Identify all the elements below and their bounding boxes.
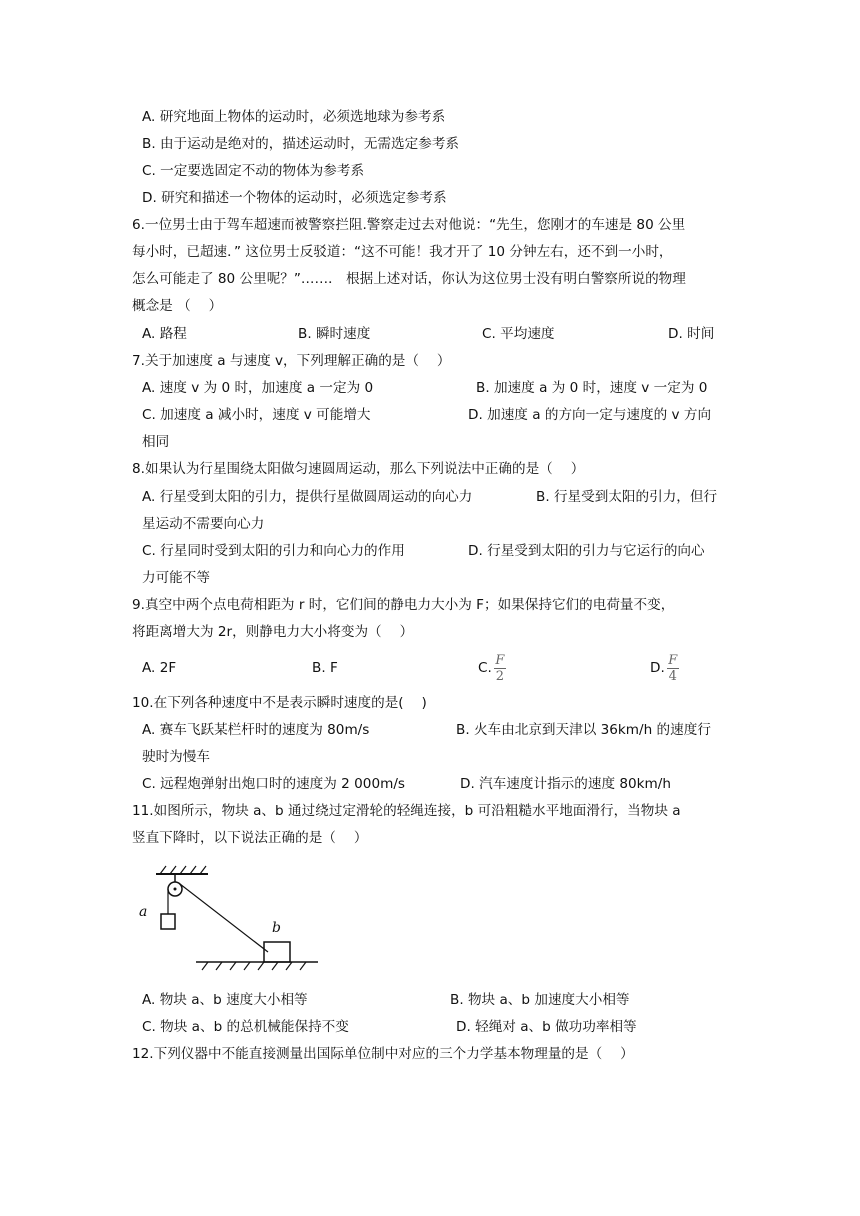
q7-option-a: A. 速度 v 为 0 时，加速度 a 一定为 0 bbox=[142, 380, 374, 396]
q5-option-a: A. 研究地面上物体的运动时，必须选地球为参考系 bbox=[142, 109, 446, 125]
q5-option-d: D. 研究和描述一个物体的运动时，必须选定参考系 bbox=[142, 190, 447, 206]
q6-stem-line-1: 6.一位男士由于驾车超速而被警察拦阻.警察走过去对他说：“先生，您刚才的车速是 80 公里 bbox=[132, 217, 686, 233]
q9-option-c bbox=[478, 652, 506, 684]
q6-stem-line-4: 概念是 （ ） bbox=[132, 298, 223, 314]
q9-option-c-label: C. bbox=[478, 660, 492, 676]
q11-stem-line-1: 11.如图所示，物块 a、b 通过绕过定滑轮的轻绳连接，b 可沿粗糙水平地面滑行，当物块 a bbox=[132, 803, 681, 819]
q8-option-c: C. 行星同时受到太阳的引力和向心力的作用 bbox=[142, 543, 405, 559]
block-a bbox=[161, 914, 175, 929]
q8-option-a: A. 行星受到太阳的引力，提供行星做圆周运动的向心力 bbox=[142, 489, 473, 505]
q10-stem: 10.在下列各种速度中不是表示瞬时速度的是( ) bbox=[132, 695, 427, 711]
q10-option-d: D. 汽车速度计指示的速度 80km/h bbox=[460, 776, 671, 792]
q8-option-b: B. 行星受到太阳的引力，但行 bbox=[536, 489, 718, 505]
q6-option-a: A. 路程 bbox=[142, 326, 187, 342]
q9-stem-line-1: 9.真空中两个点电荷相距为 r 时，它们间的静电力大小为 F；如果保持它们的电荷量不变， bbox=[132, 597, 675, 613]
q9-option-a: A. 2F bbox=[142, 660, 177, 676]
q11-option-d: D. 轻绳对 a、b 做功功率相等 bbox=[456, 1019, 637, 1035]
q11-option-a: A. 物块 a、b 速度大小相等 bbox=[142, 992, 308, 1008]
q10-option-c: C. 远程炮弹射出炮口时的速度为 2 000m/s bbox=[142, 776, 405, 792]
q8-option-d-cont: 力可能不等 bbox=[142, 570, 210, 586]
q11-option-b: B. 物块 a、b 加速度大小相等 bbox=[450, 992, 630, 1008]
q7-option-d-cont: 相同 bbox=[142, 434, 170, 450]
q5-option-c: C. 一定要选固定不动的物体为参考系 bbox=[142, 163, 365, 179]
q8-option-b-cont: 星运动不需要向心力 bbox=[142, 516, 265, 532]
q7-option-b: B. 加速度 a 为 0 时，速度 v 一定为 0 bbox=[476, 380, 708, 396]
fraction-f-over-4: $\frac{F}{4}$ bbox=[668, 652, 678, 684]
q8-option-d: D. 行星受到太阳的引力与它运行的向心 bbox=[468, 543, 705, 559]
q6-option-b: B. 瞬时速度 bbox=[298, 326, 371, 342]
q9-option-b: B. F bbox=[312, 660, 338, 676]
q9-option-d-label: D. bbox=[650, 660, 665, 676]
label-a: a bbox=[139, 904, 148, 920]
q11-option-c: C. 物块 a、b 的总机械能保持不变 bbox=[142, 1019, 349, 1035]
q6-option-d: D. 时间 bbox=[668, 326, 715, 342]
label-b: b bbox=[272, 920, 281, 936]
q11-stem-line-2: 竖直下降时，以下说法正确的是（ ） bbox=[132, 830, 368, 846]
q10-option-b-cont: 驶时为慢车 bbox=[142, 749, 210, 765]
fraction-f-over-2: $\frac{F}{2}$ bbox=[495, 652, 505, 684]
q9-stem-line-2: 将距离增大为 2r，则静电力大小将变为（ ） bbox=[132, 624, 414, 640]
q5-option-b: B. 由于运动是绝对的，描述运动时，无需选定参考系 bbox=[142, 136, 460, 152]
q10-option-a: A. 赛车飞跃某栏杆时的速度为 80m/s bbox=[142, 722, 370, 738]
q6-stem-line-3: 怎么可能走了 80 公里呢？”……． 根据上述对话，你认为这位男士没有明白警察所说的物理 bbox=[132, 271, 686, 287]
q10-option-b: B. 火车由北京到天津以 36km/h 的速度行 bbox=[456, 722, 711, 738]
q7-option-d: D. 加速度 a 的方向一定与速度的 v 方向 bbox=[468, 407, 712, 423]
q6-stem-line-2: 每小时，已超速．” 这位男士反驳道：“这不可能！我才开了 10 分钟左右，还不到一小时， bbox=[132, 244, 673, 260]
pulley-diagram bbox=[132, 860, 332, 980]
q7-stem: 7.关于加速度 a 与速度 v，下列理解正确的是（ ） bbox=[132, 353, 451, 369]
q7-option-c: C. 加速度 a 减小时，速度 v 可能增大 bbox=[142, 407, 371, 423]
q9-option-d bbox=[650, 652, 679, 684]
q12-stem: 12.下列仪器中不能直接测量出国际单位制中对应的三个力学基本物理量的是（ ） bbox=[132, 1046, 634, 1062]
q6-option-c: C. 平均速度 bbox=[482, 326, 555, 342]
q8-stem: 8.如果认为行星围绕太阳做匀速圆周运动，那么下列说法中正确的是（ ） bbox=[132, 461, 585, 477]
